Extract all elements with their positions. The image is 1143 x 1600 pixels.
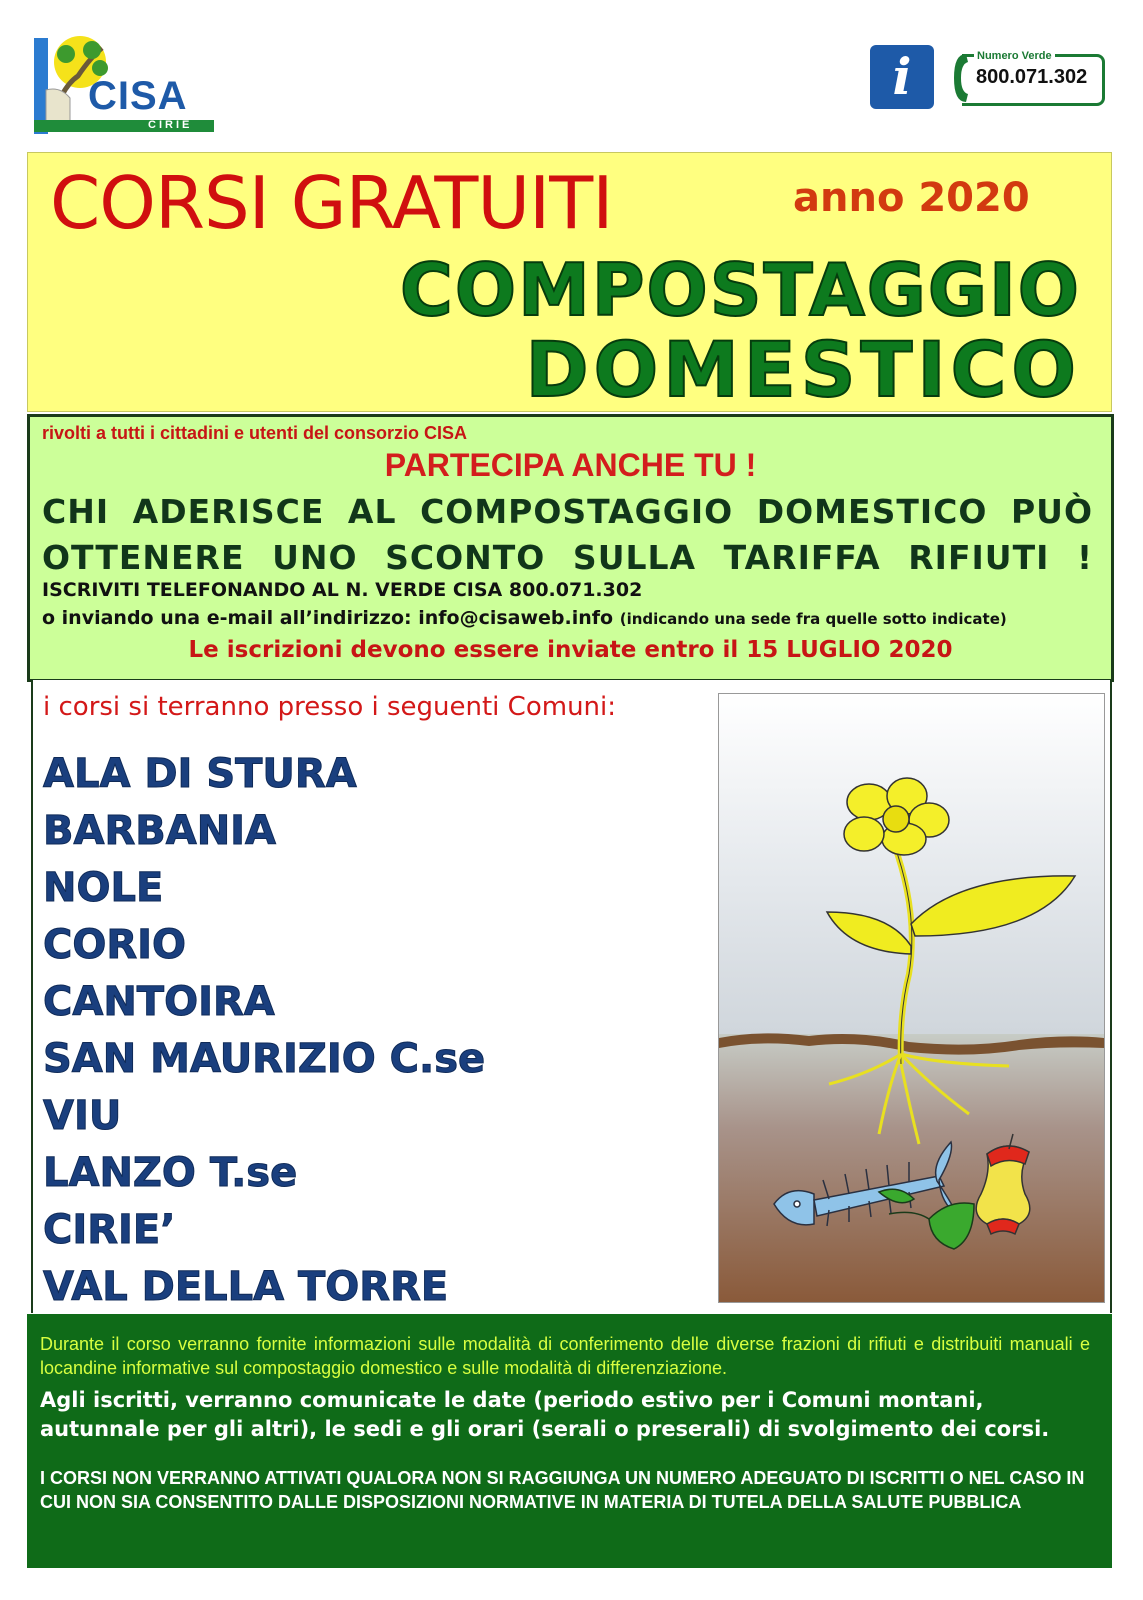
list-item: VIU xyxy=(43,1093,122,1139)
list-item: CORIO xyxy=(43,922,187,968)
list-item: LANZO T.se xyxy=(43,1150,298,1196)
list-item: BARBANIA xyxy=(43,808,277,854)
plant-compost-illustration xyxy=(718,693,1105,1303)
info-symbol: i xyxy=(892,47,912,106)
title-domestico: DOMESTICO xyxy=(525,325,1081,414)
deadline-text: Le iscrizioni devono essere inviate entro il 15 LUGLIO 2020 xyxy=(188,637,953,663)
comuni-heading: i corsi si terranno presso i seguenti Comuni: xyxy=(43,692,617,722)
cisa-logo xyxy=(30,28,220,138)
phone-number: 800.071.302 xyxy=(976,66,1088,88)
list-item: CANTOIRA xyxy=(43,979,275,1025)
cta-heading: PARTECIPA ANCHE TU ! xyxy=(384,447,757,483)
logo-name: CISA xyxy=(88,74,188,118)
info-icon xyxy=(870,45,934,109)
list-item: VAL DELLA TORRE xyxy=(43,1264,449,1310)
title-panel xyxy=(27,152,1112,412)
list-item: NOLE xyxy=(43,865,164,911)
info-panel xyxy=(27,414,1114,682)
list-item: CIRIE’ xyxy=(43,1207,176,1253)
bottom-info-panel xyxy=(27,1314,1112,1568)
course-info-text: Durante il corso verranno fornite informazioni sulle modalità di conferimento delle diverse frazioni di rifiuti e distribuiti manuali e locandine informative sul compostaggio domestico e sulle modalità di differenziazione. xyxy=(40,1334,1090,1378)
signup-phone-text: ISCRIVITI TELEFONANDO AL N. VERDE CISA 800.071.302 xyxy=(42,579,643,601)
discount-text: CHI ADERISCE AL COMPOSTAGGIO DOMESTICO PUÒ OTTENERE UNO SCONTO SULLA TARIFFA RIFIUTI ! xyxy=(42,492,1093,577)
title-year: anno 2020 xyxy=(793,175,1030,221)
numero-verde-badge xyxy=(952,50,1107,106)
list-item: ALA DI STURA xyxy=(43,751,357,797)
comuni-list xyxy=(43,746,485,1316)
disclaimer-text: I CORSI NON VERRANNO ATTIVATI QUALORA NON SI RAGGIUNGA UN NUMERO ADEGUATO DI ISCRITTI O NEL CASO IN CUI NON SIA CONSENTITO DALLE DISPOSIZIONI NORMATIVE IN MATERIA DI TUTELA DELLA SALUTE PUBBLICA xyxy=(40,1468,1085,1512)
signup-email-line: o inviando una e-mail all’indirizzo: info@cisaweb.info xyxy=(42,607,614,629)
title-compostaggio: COMPOSTAGGIO xyxy=(400,248,1081,332)
signup-email-text xyxy=(42,607,1007,629)
signup-note: (indicando una sede fra quelle sotto indicate) xyxy=(619,610,1007,628)
list-item: SAN MAURIZIO C.se xyxy=(43,1036,486,1082)
phone-icon xyxy=(952,50,970,106)
page-title: CORSI GRATUITI xyxy=(50,161,613,245)
audience-text: rivolti a tutti i cittadini e utenti del consorzio CISA xyxy=(42,423,468,443)
comuni-section xyxy=(31,680,1112,1313)
logo-sub: CIRIÈ xyxy=(148,119,193,131)
enrollee-info-text: Agli iscritti, verranno comunicate le date (periodo estivo per i Comuni montani, autunnale per gli altri), le sedi e gli orari (serali o preserali) di svolgimento dei corsi. xyxy=(40,1388,1050,1441)
phone-label: Numero Verde xyxy=(974,50,1055,62)
